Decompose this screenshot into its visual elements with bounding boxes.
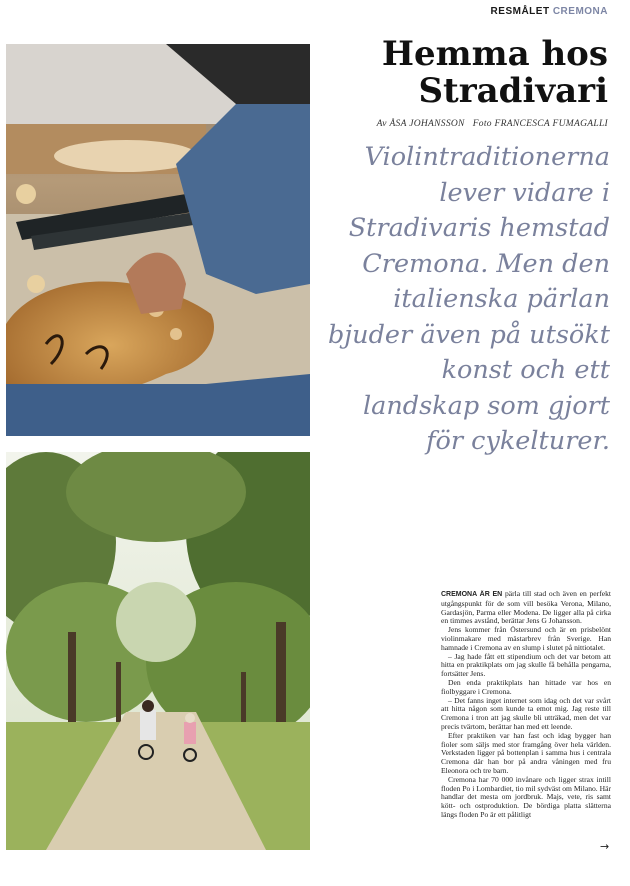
photo-prefix: Foto — [472, 119, 492, 129]
body-paragraph — [441, 590, 611, 626]
article-body — [441, 590, 611, 852]
title-line-1: Hemma hos — [381, 34, 608, 74]
byline — [308, 119, 608, 129]
opening-caps: CREMONA ÄR EN — [441, 591, 503, 598]
body-paragraph-1: pärla till stad och även en perfekt utgångspunkt för de som vill besöka Verona, Milano, Gardasjön, Parma eller Modena. De ligger alla på cirka en timmes avstånd, berättar Jens G Johansson. — [441, 590, 611, 626]
body-paragraph-5: – Det fanns inget internet som idag och det var svårt att hitta någon som kunde ta emot mig. Jag reste till Cremona i tron att jag skulle bli utträkad, men det var precis tvärtom, berättar han med ett leende. — [441, 695, 611, 731]
section-label: RESMÅLET — [490, 6, 550, 17]
author-prefix: Av — [376, 119, 387, 129]
article-title — [318, 36, 608, 110]
section-place: CREMONA — [552, 6, 608, 17]
photographer-name: FRANCESCA FUMAGALLI — [494, 119, 608, 129]
section-tag — [491, 6, 608, 17]
body-paragraph-6: Efter praktiken var han fast och idag bygger han fioler som säljs med stor framgång över hela världen. Verkstaden ligger på bottenplan i samma hus i centrala Cremona där han bor på andra våningen med fru Eleonora och tre barn. — [441, 730, 611, 775]
lead-paragraph: Violintraditionerna lever vidare i Stradivaris hemstad Cremona. Men den italienska pärlan bjuder även på utsökt konst och ett landskap som gjort för cykelturer. — [327, 142, 610, 456]
body-paragraph-4: Den enda praktikplats han hittade var hos en fiolbyggare i Cremona. — [441, 677, 611, 696]
title-line-2: Stradivari — [418, 71, 608, 111]
continue-arrow-icon: → — [600, 840, 610, 853]
body-paragraph-7: Cremona har 70 000 invånare och ligger strax intill floden Po i Lombardiet, tio mil sydväst om Milano. Här handlar det mesta om jordbruk. Majs, vete, ris samt kött- och ostproduktion. De bördiga platta slätterna längs floden Po är ett pålitligt — [441, 774, 611, 819]
violin-maker-photo — [6, 44, 310, 436]
body-paragraph-2: Jens kommer från Östersund och är en prisbelönt violinmakare med mästarbrev från Sverige. Han hamnade i Cremona av en slump i slutet på nittiotalet. — [441, 625, 611, 652]
body-paragraph-3: – Jag hade fått ett stipendium och det var betom att hitta en praktikplats om jag skulle få behålla pengarna, fortsätter Jens. — [441, 651, 611, 679]
park-cycling-photo — [6, 452, 310, 850]
author-name: ÅSA JOHANSSON — [389, 119, 465, 129]
